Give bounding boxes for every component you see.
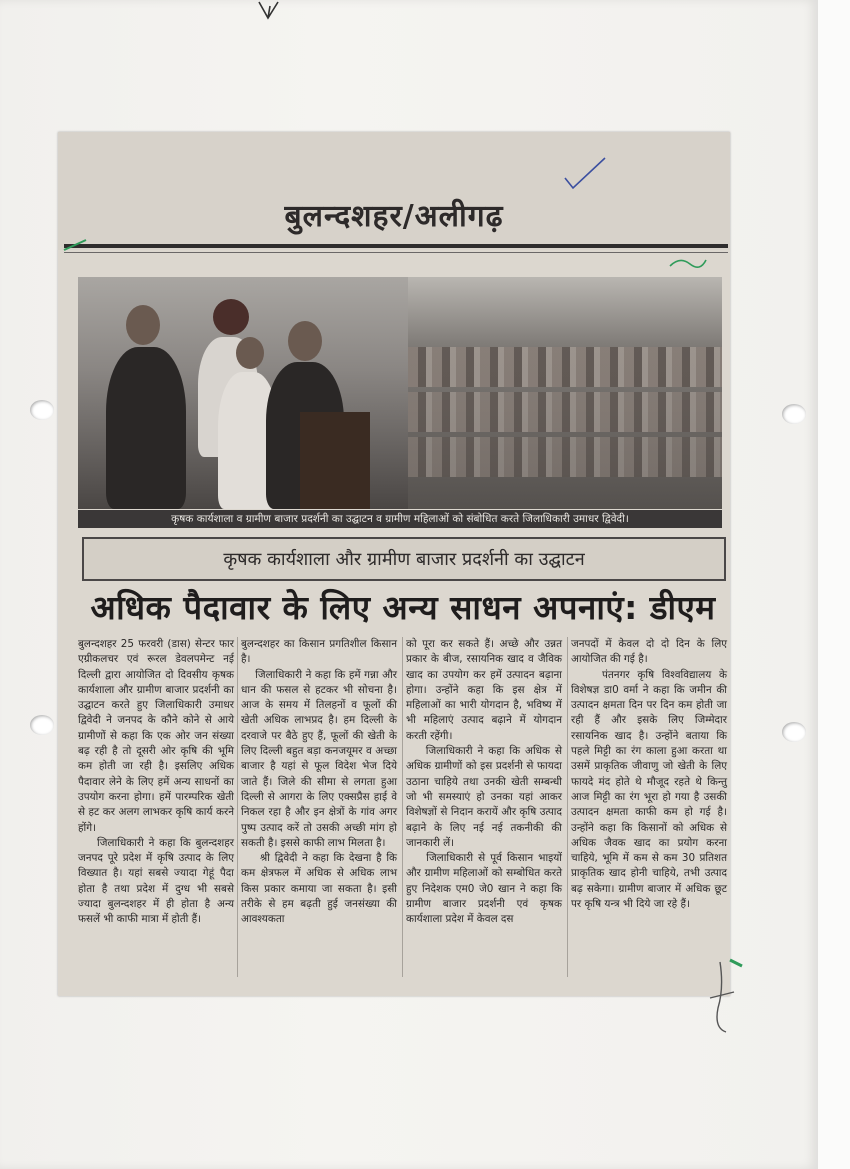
masthead (58, 132, 730, 250)
photo-caption: कृषक कार्यशाला व ग्रामीण बाजार प्रदर्शनी का उद्घाटन व ग्रामीण महिलाओं को संबोधित करते जिलाधिकारी उमाधर द्विवेदी। (78, 510, 722, 528)
punch-hole-bottom (30, 715, 54, 735)
page-edge (818, 0, 850, 1169)
article-column-1: बुलन्दशहर 25 फरवरी (डास) सेन्टर फार एग्रीकलचर एवं रूरल डेवलपमेन्ट नई दिल्ली द्वारा आयोजित दो दिवसीय कृषक कार्यशाला और ग्रामीण बाजार प्रदर्शनी का उद्घाटन करते हुए जिलाधिकारी उमाधर द्विवेदी ने जनपद के कौने कोने से आये ग्रामीणों से कहा कि एक ओर जन संख्या बढ़ रही है तो दूसरी ओर कृषि की भूमि कम होती जा रही है। इसलिए अधिक पैदावार लेने के लिए हमें अन्य साधनों का उपयोग करना होगा। हमें पारम्परिक खेती से हट कर अलग लाभकर कृषि कार्य करने होंगे। जिलाधिकारी ने कहा कि बुलन्दशहर जनपद पूरे प्रदेश में कृषि उत्पाद के लिए विख्यात है। यहां सबसे ज्यादा गेहूं पैदा होता है तथा प्रदेश में दुग्ध भी सबसे ज्यादा बुलन्दशहर में ही होता है अन्य फसलें भी काफी मात्रा में होती हैं। (78, 638, 234, 926)
punch-hole-top (30, 400, 54, 420)
punch-hole-right-bottom (782, 722, 806, 742)
green-scribble-icon (668, 254, 708, 272)
masthead-rule-thin (64, 252, 728, 253)
column-divider (567, 637, 568, 977)
column-divider (237, 637, 238, 977)
green-tick-icon (62, 236, 88, 256)
newspaper-clipping (58, 132, 730, 996)
photo-inauguration (78, 277, 408, 509)
article-column-4: जनपदों में केवल दो दो दिन के लिए आयोजित की गई है। पंतनगर कृषि विश्वविद्यालय के विशेषज्ञ डा0 वर्मा ने कहा कि जमीन की उत्पादन क्षमता दिन पर दिन कम होती जा रही हैं और इसके लिए जिम्मेदार रसायनिक खाद है। उन्होंने बताया कि पहले मिट्टी का रंग काला हुआ करता था उसमें प्राकृतिक जीवाणु जो खेती के लिए फायदे मंद होते थे मौजूद रहते थे किन्तु आज मिट्टी का रंग भूरा हो गया है उसकी उत्पादन क्षमता काफी कम हो गई है। उन्होंने कहा कि किसानों को अधिक से अधिक जैवक खाद का प्रयोग करना चाहिये, भूमि में कम से कम 30 प्रतिशत प्राकृतिक खाद होनी चाहिये, तभी उत्पाद बढ़ सकेगा। ग्रामीण बाजार में अधिक छूट पर कृषि यन्त्र भी दिये जा रहे हैं। (571, 638, 727, 911)
kicker: कृषक कार्यशाला और ग्रामीण बाजार प्रदर्शनी का उद्घाटन (223, 549, 585, 570)
punch-hole-right-top (782, 404, 806, 424)
article-column-2: बुलन्दशहर का किसान प्रगतिशील किसान है। जिलाधिकारी ने कहा कि हमें गन्ना और धान की फसल से हटकर भी सोचना है। आज के समय में तिलहनों व फूलों की खेती अधिक लाभप्रद है। हम दिल्ली के दरवाजे पर बैठे हुए हैं, फूलों की खेती के लिए दिल्ली बहुत बड़ा कनजयूमर व अच्छा बाजार है यहां से फूल विदेश भेज दिये जाते हैं। जिले की सीमा से लगता हुआ दिल्ली से आगरा के लिए एक्सप्रैस हाई वे निकल रहा है और इन क्षेत्रों के गांव अगर पुष्प उत्पाद करें तो उसकी अच्छी मांग हो सकती है। इससे काफी लाभ मिलता है। श्री द्विवेदी ने कहा कि देखना है कि कम क्षेत्रफल में अधिक से अधिक लाभ किस प्रकार कमाया जा सकता है। इसी तरीके से हम बढ़ती हुई जनसंख्या की आवश्यकता (241, 638, 398, 926)
column-divider (402, 637, 403, 977)
pen-mark-icon (256, 0, 282, 22)
masthead-rule (64, 244, 728, 248)
signature-mark-icon (700, 958, 746, 1038)
checkmark-icon (563, 156, 607, 192)
headline: अधिक पैदावार के लिए अन्य साधन अपनाएं: डीएम (90, 588, 716, 627)
kicker-box (82, 537, 726, 581)
event-photo (78, 277, 722, 509)
masthead-title: बुलन्दशहर/अलीगढ़ (284, 199, 504, 234)
podium (300, 412, 370, 509)
article-column-3: को पूरा कर सकते हैं। अच्छे और उन्नत प्रकार के बीज, रसायनिक खाद व जैविक खाद का उपयोग कर हमें उत्पादन बढ़ाना होगा। उन्होंने कहा कि इस क्षेत्र में महिलाओं का भारी योगदान है, भविष्य में भी महिलाएं उत्पाद बढ़ाने में योगदान करती रहेंगी। जिलाधिकारी ने कहा कि अधिक से अधिक ग्रामीणों को इस प्रदर्शनी से फायदा उठाना चाहिये तथा उनकी खेती सम्बन्धी जो भी समस्याएं हो उनका यहां आकर विशेषज्ञों से निदान करायें और कृषि उत्पाद बढ़ाने के लिए नई नई तकनीकी की जानकारी लें। जिलाधिकारी से पूर्व किसान भाइयों और ग्रामीण महिलाओं को सम्बोधित करते हुए निदेशक एम0 जे0 खान ने कहा कि ग्रामीण बाजार प्रदर्शनी एवं कृषक कार्यशाला प्रदेश में केवल दस (406, 638, 562, 926)
